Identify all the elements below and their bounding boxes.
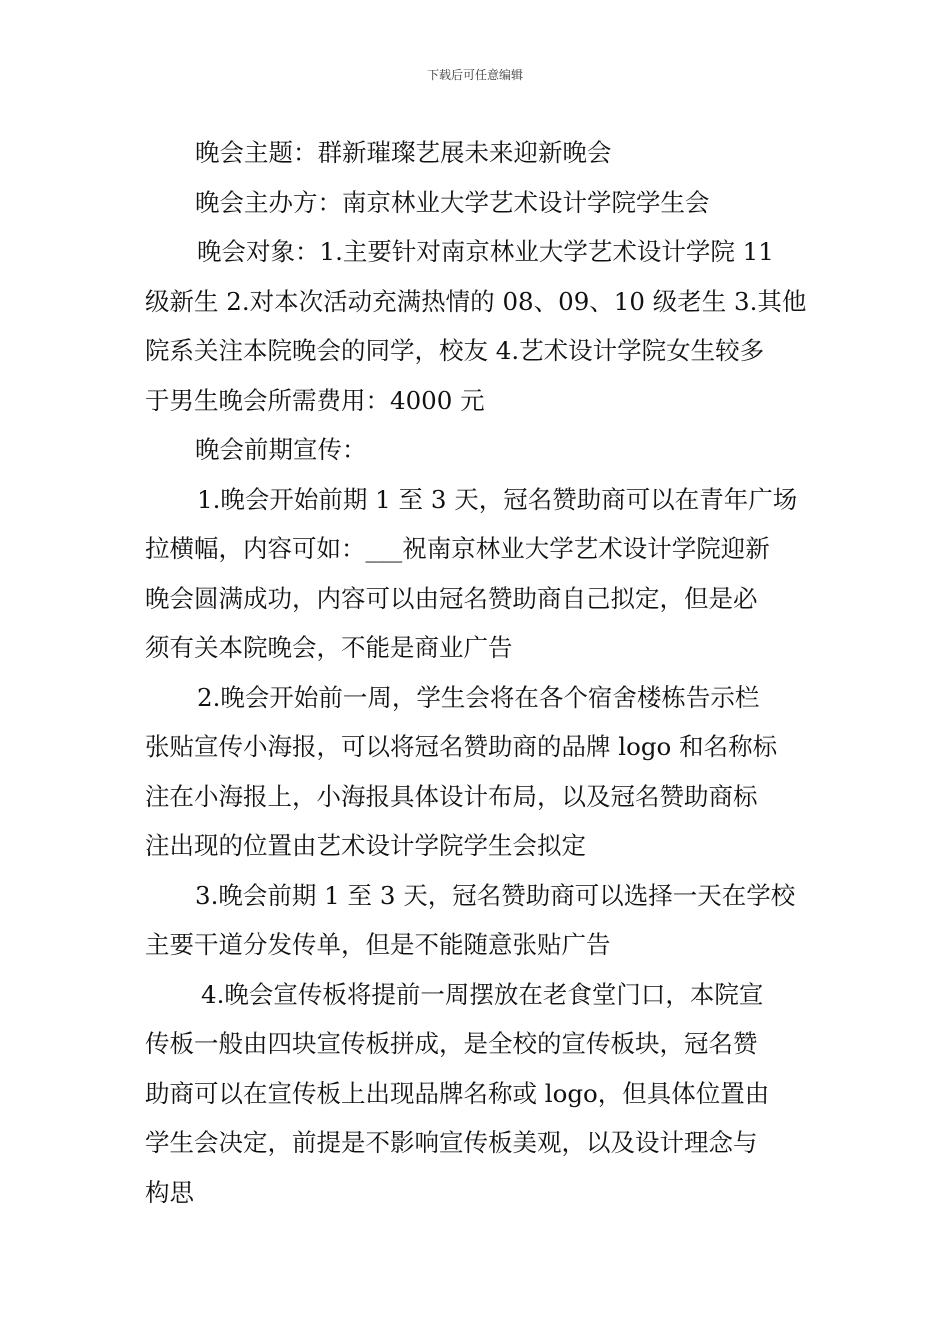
text-line: 助商可以在宣传板上出现品牌名称或 logo，但具体位置由: [145, 1078, 770, 1108]
text-line: 主要干道分发传单，但是不能随意张贴广告: [145, 930, 611, 959]
text-line: 级新生 2.对本次活动充满热情的 08、09、10 级老生 3.其他: [145, 286, 807, 316]
document-body: [145, 128, 810, 1217]
text-line: 1.晚会开始前期 1 至 3 天，冠名赞助商可以在青年广场: [197, 484, 798, 514]
text-line: 学生会决定，前提是不影响宣传板美观，以及设计理念与: [145, 1128, 758, 1157]
text-line: 3.晚会前期 1 至 3 天，冠名赞助商可以选择一天在学校: [195, 880, 796, 910]
text-line: 构思: [145, 1177, 194, 1207]
text-line: 注出现的位置由艺术设计学院学生会拟定: [145, 831, 586, 860]
text-line: 须有关本院晚会，不能是商业广告: [145, 633, 513, 662]
text-line: 晚会主题：群新璀璨艺展未来迎新晚会: [195, 138, 612, 167]
text-line: 2.晚会开始前一周，学生会将在各个宿舍楼栋告示栏: [197, 682, 760, 712]
text-line: 注在小海报上，小海报具体设计布局，以及冠名赞助商标: [145, 781, 758, 811]
text-line: 4.晚会宣传板将提前一周摆放在老食堂门口，本院宣: [201, 979, 764, 1009]
text-line: 院系关注本院晚会的同学，校友 4.艺术设计学院女生较多: [145, 336, 765, 365]
text-line: 于男生晚会所需费用：4000 元: [145, 385, 485, 415]
page-header-note: 下载后可任意编辑: [426, 68, 523, 82]
text-line: 晚会对象：1.主要针对南京林业大学艺术设计学院 11: [197, 237, 774, 266]
text-line: 晚会圆满成功，内容可以由冠名赞助商自己拟定，但是必: [145, 583, 758, 613]
text-line: 拉横幅，内容可如：___祝南京林业大学艺术设计学院迎新: [145, 534, 770, 563]
text-line: 晚会前期宣传：: [195, 435, 367, 464]
text-line: 张贴宣传小海报，可以将冠名赞助商的品牌 logo 和名称标: [145, 732, 778, 761]
text-line: 传板一般由四块宣传板拼成，是全校的宣传板块，冠名赞: [145, 1029, 758, 1058]
text-line: 晚会主办方：南京林业大学艺术设计学院学生会: [195, 187, 710, 217]
